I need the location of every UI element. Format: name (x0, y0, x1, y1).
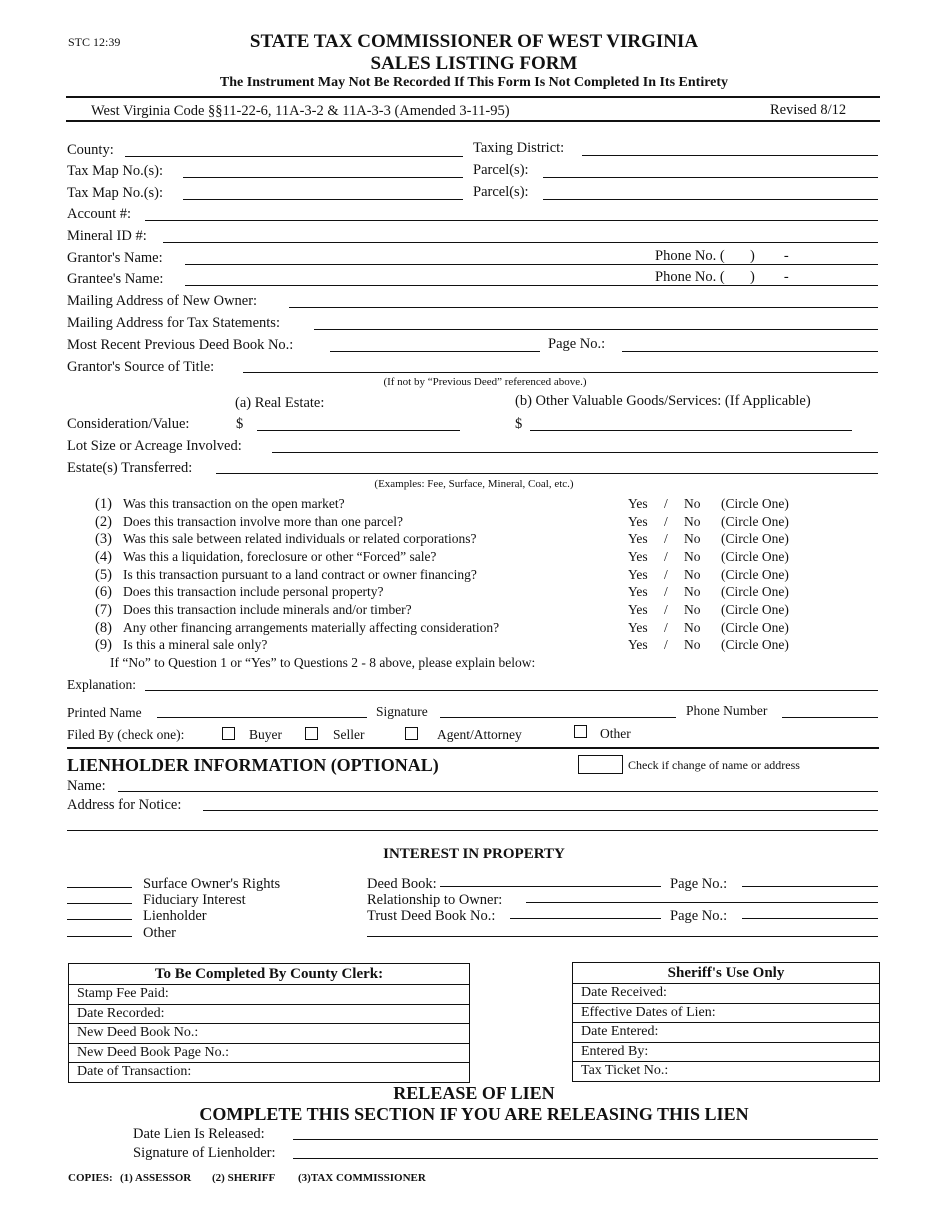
taxing-district-label: Taxing District: (473, 140, 565, 156)
agent-checkbox[interactable] (405, 727, 418, 740)
answer-yes[interactable]: Yes (628, 602, 648, 617)
answer-no[interactable]: No (684, 531, 701, 546)
answer-slash: / (664, 584, 668, 599)
tax-map-label: Tax Map No.(s): (67, 163, 164, 179)
dollar-sign: $ (236, 416, 244, 432)
answer-no[interactable]: No (684, 496, 701, 511)
circle-one-note: (Circle One) (721, 637, 789, 652)
buyer-label: Buyer (249, 727, 282, 742)
lienholder-field[interactable] (67, 919, 132, 920)
grantee-phone-label: Phone No. ( ) - (655, 269, 789, 285)
answer-yes[interactable]: Yes (628, 514, 648, 529)
answer-slash: / (664, 637, 668, 652)
answer-slash: / (664, 602, 668, 617)
question-text: Was this a liquidation, foreclosure or other “Forced” sale? (123, 549, 437, 564)
lien-address-field-2[interactable] (67, 830, 878, 831)
interest-extra-field[interactable] (367, 936, 878, 937)
question-number: (6) (95, 584, 112, 600)
answer-slash: / (664, 620, 668, 635)
tax-map-field-1[interactable] (183, 177, 463, 178)
lien-address-field[interactable] (203, 810, 878, 811)
other-goods-label: (b) Other Valuable Goods/Services: (If Applicable) (515, 393, 811, 409)
circle-one-note: (Circle One) (721, 549, 789, 564)
answer-slash: / (664, 514, 668, 529)
explanation-label: Explanation: (67, 677, 136, 692)
grantee-label: Grantee's Name: (67, 271, 164, 287)
answer-slash: / (664, 549, 668, 564)
question-text: Is this transaction pursuant to a land contract or owner financing? (123, 567, 477, 582)
printed-name-field[interactable] (157, 717, 367, 718)
trust-page-label: Page No.: (670, 908, 728, 924)
trust-page-field[interactable] (742, 918, 878, 919)
new-deed-page-field[interactable]: New Deed Book Page No.: (69, 1043, 469, 1063)
date-received-field[interactable]: Date Received: (573, 983, 879, 1003)
form-id: STC 12:39 (68, 35, 121, 49)
answer-no[interactable]: No (684, 637, 701, 652)
question-text: Does this transaction include personal property? (123, 584, 384, 599)
other-goods-value-field[interactable] (530, 430, 852, 431)
deed-book-label: Deed Book: (367, 876, 437, 892)
grantor-field[interactable] (185, 264, 878, 265)
filed-by-label: Filed By (check one): (67, 727, 185, 742)
surface-rights-field[interactable] (67, 887, 132, 888)
mineral-id-field[interactable] (163, 242, 878, 243)
mailing-tax-field[interactable] (314, 329, 878, 330)
release-date-field[interactable] (293, 1139, 878, 1140)
signature-field[interactable] (440, 717, 676, 718)
question-number: (3) (95, 531, 112, 547)
copy-assessor: (1) ASSESSOR (120, 1172, 192, 1184)
question-number: (5) (95, 567, 112, 583)
fiduciary-label: Fiduciary Interest (143, 892, 246, 908)
estates-field[interactable] (216, 473, 878, 474)
circle-one-note: (Circle One) (721, 514, 789, 529)
sheriff-title: Sheriff's Use Only (667, 965, 785, 981)
parcels-field-2[interactable] (543, 199, 878, 200)
copy-sheriff: (2) SHERIFF (212, 1172, 276, 1184)
explain-note: If “No” to Question 1 or “Yes” to Questions 2 - 8 above, please explain below: (110, 655, 536, 670)
page-no-field[interactable] (622, 351, 878, 352)
page-no-label: Page No.: (548, 336, 606, 352)
seller-checkbox[interactable] (305, 727, 318, 740)
question-text: Does this transaction involve more than one parcel? (123, 514, 404, 529)
code-reference: West Virginia Code §§11-22-6, 11A-3-2 & 11A-3-3 (Amended 3-11-95) (91, 103, 510, 119)
effective-dates-field[interactable]: Effective Dates of Lien: (573, 1003, 879, 1023)
parcels-field-1[interactable] (543, 177, 878, 178)
relationship-field[interactable] (526, 902, 878, 903)
date-entered-field[interactable]: Date Entered: (573, 1022, 879, 1042)
question-number: (1) (95, 496, 112, 512)
answer-slash: / (664, 567, 668, 582)
grantee-field[interactable] (185, 285, 878, 286)
answer-yes[interactable]: Yes (628, 531, 648, 546)
tax-ticket-field[interactable]: Tax Ticket No.: (573, 1061, 879, 1081)
mineral-id-label: Mineral ID #: (67, 228, 147, 244)
circle-one-note: (Circle One) (721, 584, 789, 599)
interest-title: INTEREST IN PROPERTY (383, 846, 565, 862)
answer-yes[interactable]: Yes (628, 637, 648, 652)
divider (67, 747, 879, 749)
question-text: Does this transaction include minerals and/or timber? (123, 602, 412, 617)
answer-yes[interactable]: Yes (628, 584, 648, 599)
date-recorded-field[interactable]: Date Recorded: (69, 1004, 469, 1024)
answer-no[interactable]: No (684, 602, 701, 617)
lienholder-title: LIENHOLDER INFORMATION (OPTIONAL) (67, 755, 439, 775)
real-estate-label: (a) Real Estate: (235, 395, 325, 411)
answer-slash: / (664, 496, 668, 511)
relationship-label: Relationship to Owner: (367, 892, 503, 908)
deed-page-label: Page No.: (670, 876, 728, 892)
estates-note: (Examples: Fee, Surface, Mineral, Coal, etc.) (374, 478, 574, 490)
answer-yes[interactable]: Yes (628, 620, 648, 635)
other-checkbox[interactable] (574, 725, 587, 738)
trust-deed-field[interactable] (510, 918, 661, 919)
question-text: Was this transaction on the open market? (123, 496, 345, 511)
question-number: (7) (95, 602, 112, 618)
lienholder-signature-field[interactable] (293, 1158, 878, 1159)
fiduciary-field[interactable] (67, 903, 132, 904)
estates-label: Estate(s) Transferred: (67, 460, 193, 476)
question-text: Was this sale between related individuals or related corporations? (123, 531, 477, 546)
lien-address-label: Address for Notice: (67, 797, 182, 813)
prev-deed-label: Most Recent Previous Deed Book No.: (67, 337, 294, 353)
printed-name-label: Printed Name (67, 705, 142, 720)
seller-label: Seller (333, 727, 365, 742)
signature-label: Signature (376, 704, 428, 719)
account-field[interactable] (145, 220, 878, 221)
answer-yes[interactable]: Yes (628, 496, 648, 511)
entered-by-field[interactable]: Entered By: (573, 1042, 879, 1062)
other-label: Other (600, 726, 631, 741)
county-field[interactable] (125, 156, 463, 157)
question-number: (4) (95, 549, 112, 565)
answer-yes[interactable]: Yes (628, 549, 648, 564)
answer-no[interactable]: No (684, 567, 701, 582)
change-address-label: Check if change of name or address (628, 758, 800, 772)
county-clerk-table (68, 963, 470, 1083)
question-text: Any other financing arrangements materially affecting consideration? (123, 620, 500, 635)
lienholder-signature-label: Signature of Lienholder: (133, 1145, 276, 1161)
circle-one-note: (Circle One) (721, 602, 789, 617)
divider (66, 120, 880, 122)
answer-no[interactable]: No (684, 584, 701, 599)
divider (66, 96, 880, 98)
tax-map-label: Tax Map No.(s): (67, 185, 164, 201)
agent-label: Agent/Attorney (437, 727, 522, 742)
source-title-label: Grantor's Source of Title: (67, 359, 215, 375)
lot-size-label: Lot Size or Acreage Involved: (67, 438, 242, 454)
release-title: RELEASE OF LIEN (393, 1083, 555, 1103)
completion-notice: The Instrument May Not Be Recorded If This Form Is Not Completed In Its Entirety (219, 75, 729, 90)
lien-name-label: Name: (67, 778, 106, 794)
real-estate-value-field[interactable] (257, 430, 460, 431)
deed-book-field[interactable] (440, 886, 661, 887)
question-number: (9) (95, 637, 112, 653)
surface-rights-label: Surface Owner's Rights (143, 876, 281, 892)
buyer-checkbox[interactable] (222, 727, 235, 740)
source-title-note: (If not by “Previous Deed” referenced above.) (383, 376, 587, 388)
date-of-transaction-field[interactable]: Date of Transaction: (69, 1062, 469, 1082)
account-label: Account #: (67, 206, 132, 222)
copy-tax-commissioner: (3)TAX COMMISSIONER (298, 1172, 426, 1184)
new-deed-book-field[interactable]: New Deed Book No.: (69, 1023, 469, 1043)
explanation-field[interactable] (145, 690, 878, 691)
consideration-label: Consideration/Value: (67, 416, 190, 432)
circle-one-note: (Circle One) (721, 531, 789, 546)
answer-no[interactable]: No (684, 514, 701, 529)
county-label: County: (67, 142, 114, 158)
other-interest-field[interactable] (67, 936, 132, 937)
phone-number-label: Phone Number (686, 703, 768, 718)
release-subtitle: COMPLETE THIS SECTION IF YOU ARE RELEASING THIS LIEN (199, 1104, 749, 1124)
circle-one-note: (Circle One) (721, 567, 789, 582)
grantor-phone-label: Phone No. ( ) - (655, 248, 789, 264)
mailing-tax-label: Mailing Address for Tax Statements: (67, 315, 280, 331)
circle-one-note: (Circle One) (721, 496, 789, 511)
mailing-new-owner-field[interactable] (289, 307, 878, 308)
release-date-label: Date Lien Is Released: (133, 1126, 265, 1142)
dollar-sign: $ (515, 416, 523, 432)
sheriff-table (572, 962, 880, 1082)
county-clerk-title: To Be Completed By County Clerk: (154, 966, 384, 982)
parcels-label: Parcel(s): (473, 184, 529, 200)
answer-slash: / (664, 531, 668, 546)
form-subtitle: SALES LISTING FORM (370, 53, 578, 74)
question-number: (2) (95, 514, 112, 530)
lienholder-label: Lienholder (143, 908, 207, 924)
copies-label: COPIES: (68, 1172, 113, 1184)
trust-deed-label: Trust Deed Book No.: (367, 908, 496, 924)
answer-yes[interactable]: Yes (628, 567, 648, 582)
lot-size-field[interactable] (272, 452, 878, 453)
grantor-label: Grantor's Name: (67, 250, 163, 266)
form-title: STATE TAX COMMISSIONER OF WEST VIRGINIA (249, 31, 699, 52)
tax-map-field-2[interactable] (183, 199, 463, 200)
prev-deed-field[interactable] (330, 351, 540, 352)
parcels-label: Parcel(s): (473, 162, 529, 178)
revised-date: Revised 8/12 (770, 102, 847, 118)
circle-one-note: (Circle One) (721, 620, 789, 635)
phone-number-field[interactable] (782, 717, 878, 718)
source-title-field[interactable] (243, 372, 878, 373)
other-interest-label: Other (143, 925, 177, 941)
question-text: Is this a mineral sale only? (123, 637, 268, 652)
deed-page-field[interactable] (742, 886, 878, 887)
mailing-new-owner-label: Mailing Address of New Owner: (67, 293, 258, 309)
change-address-checkbox[interactable] (578, 755, 623, 774)
answer-no[interactable]: No (684, 620, 701, 635)
stamp-fee-field[interactable]: Stamp Fee Paid: (69, 984, 469, 1004)
question-number: (8) (95, 620, 112, 636)
answer-no[interactable]: No (684, 549, 701, 564)
lien-name-field[interactable] (118, 791, 878, 792)
taxing-district-field[interactable] (582, 155, 878, 156)
